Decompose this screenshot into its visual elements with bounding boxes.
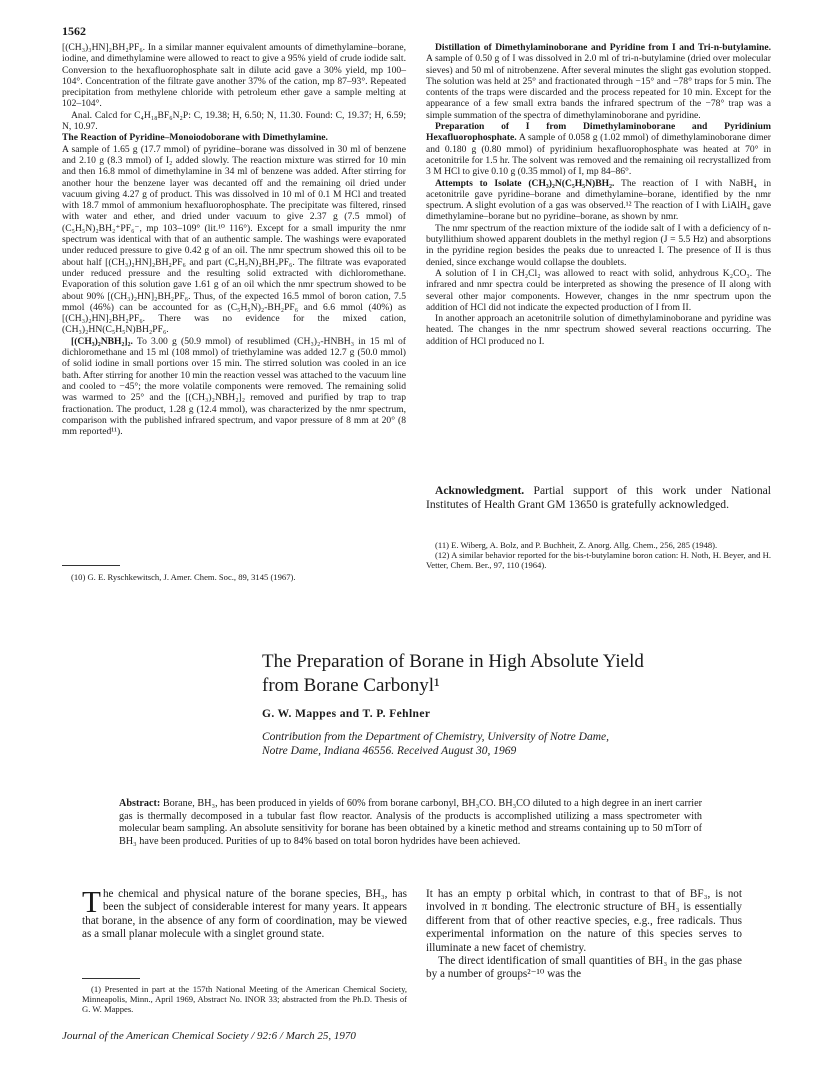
paragraph: [(CH₃)₃HN]₂BH₂PF₆. In a similar manner equivalent amounts of dimethylamine–borane, iodine, and dimethylamine were allowed to react to give a 95% yield of crude iodide salt. Conversion to the hexafluorophosphate salt in dilute acid gave a 30% yield, mp 100–104°. Concentration of the filtrate gave another 37% of the cation, mp 87–93°. Repeated precipitation from methylene chloride with petroleum ether gave a sample melting at 102–104°. — [62, 42, 406, 110]
title-line-1: The Preparation of Borane in High Absolute Yield — [262, 651, 644, 672]
title-line-2: from Borane Carbonyl¹ — [262, 675, 440, 696]
article-title — [262, 650, 682, 698]
abstract-text: Borane, BH₃, has been produced in yields of 60% from borane carbonyl, BH₃CO. BH₃CO diluted to a high degree in an inert carrier gas is thermally decomposed in a tubular fast flow reactor. Analysis of the products is accomplished utilizing a mass spectrometer with molecular beam sampling. An absolute sensitivity for borane has been obtained by a kinetic method and streams containing up to 50 mTorr of BH₃ have been produced. Purities of up to 84% based on total boron hydrides have been achieved. — [119, 798, 702, 847]
section-heading: Attempts to Isolate (CH₃)₂N(C₅H₅N)BH₂. — [435, 177, 615, 189]
drop-cap: T — [82, 884, 101, 919]
paragraph: A sample of 0.50 g of I was dissolved in 2.0 ml of tri-n-butylamine (dried over molecular sieves) and 50 ml of nitrobenzene. After several minutes the slight gas evolution stopped. The solution was held at 25° and fractionated through −15° and −78° traps for 5 min. The contents of the traps were discarded and the process repeated for 10 min. Except for the appearance of a few small extra bands the infrared spectrum of the −78° trap was a simple summation of the spectra of dimethylaminoborane and pyridine. — [426, 53, 771, 121]
paragraph: In another approach an acetonitrile solution of dimethylaminoborane and pyridine was heated. The changes in the nmr spectrum showed several reactions occurring. The addition of HCl produced no I. — [426, 313, 771, 347]
authors: G. W. Mappes and T. P. Fehlner — [262, 708, 431, 720]
paragraph: A solution of I in CH₂Cl₂ was allowed to react with solid, anhydrous K₂CO₃. The infrared and nmr spectra could be interpreted as showing the presence of II along with several other major components. However, changes in the nmr spectrum upon the addition of HCl did not indicate the expected production of I from II. — [426, 267, 771, 313]
body-paragraph: It has an empty p orbital which, in contrast to that of BF₃, is not involved in π bonding. The electronic structure of BH₃ is essentially different from that of other reactive species, e.g., free radicals. Thus experimental information on the nature of this species serves to illuminate a new facet of chemistry. — [426, 888, 742, 954]
left-column — [62, 42, 406, 437]
footnote-area-left — [62, 572, 406, 582]
paragraph: A sample of 1.65 g (17.7 mmol) of pyridine–borane was dissolved in 30 ml of benzene and 2.10 g (8.3 mmol) of I₂ added slowly. The reaction mixture was stirred for 10 min and then 16.8 mmol of dimethylamine in 34 ml of benzene was added. After stirring for another hour the benzene layer was decanted off and the remaining oil dried under vacuum giving 4.27 g of product. This was dissolved in 10 ml of 0.1 M HCl and treated with 18.7 mmol of ammonium hexafluorophosphate. The precipitate was filtered, rinsed with water and ether, and dried under vacuum to give 2.37 g (7.5 mmol) of (C₅H₅N)₂BH₂⁺PF₆⁻, mp 103–109° (lit.¹⁰ 116°). Except for a small impurity the nmr spectrum was identical with that of an authentic sample. The washings were evaporated under reduced pressure to give 0.42 g of an oil. The nmr spectrum showed this oil to be about half [(CH₃)₂HN]₂BH₂PF₆ and part (C₅H₅N)₂BH₂PF₆. The filtrate was evaporated under reduced pressure and the resulting solid extracted with dichloromethane. Evaporation of this solution gave 1.61 g of an oil which the nmr spectrum showed to be about 90% [(CH₃)₂HN]₂BH₂PF₆. Thus, of the expected 16.5 mmol of boron cation, 7.5 mmol (46%) can be accounted for as (C₅H₅N)₂-BH₂PF₆ and 6.6 mmol (40%) as [(CH₃)₂HN]₂BH₂PF₆. There was no evidence for the mixed cation, (CH₃)₂HN(C₅H₅N)BH₂PF₆. — [62, 143, 406, 336]
abstract — [119, 798, 702, 848]
footnote-rule — [82, 978, 140, 979]
acknowledgment-text: Partial support of this work under National Institutes of Health Grant GM 13650 is gratefully acknowledged. — [426, 484, 771, 511]
paragraph: The reaction of I with NaBH₄ in acetonitrile gave pyridine–borane and dimethylamine–borane, identified by the nmr spectrum. A slight evolution of a gas was observed.¹² The reaction of I with LiAlH₄ gave dimethylamine–borane but no pyridine–borane, as shown by nmr. — [426, 177, 772, 223]
footnote-1: (1) Presented in part at the 157th National Meeting of the American Chemical Society, Minneapolis, Minn., April 1969, Abstract No. INOR 33; abstracted from the Ph.D. Thesis of G. W. Mappes. — [82, 984, 407, 1014]
footnote-area-article — [82, 984, 407, 1014]
paragraph: A sample of 0.058 g (1.02 mmol) of dimethylaminoborane dimer and 0.180 g (0.80 mmol) of pyridinium hexafluorophosphate was heated at 70° in acetonitrile for 1.5 hr. The solvent was removed and the remaining oil recrystallized from 3 M HCl to give 0.10 g (0.35 mmol) of I, mp 84–86°. — [426, 132, 771, 178]
footnote-10: (10) G. E. Ryschkewitsch, J. Amer. Chem. Soc., 89, 3145 (1967). — [71, 572, 296, 582]
footnote-rule — [62, 565, 120, 566]
section-heading: The Reaction of Pyridine–Monoiodoborane with Dimethylamine. — [62, 132, 328, 144]
acknowledgment — [426, 484, 771, 511]
body-right-column — [426, 888, 742, 982]
abstract-label: Abstract: — [119, 798, 161, 809]
paragraph: To 3.00 g (50.9 mmol) of resublimed (CH₃)₂-HNBH₃ in 15 ml of dichloromethane and 15 ml (108 mmol) of triethylamine was added 12.7 g (50.0 mmol) of solid iodine in small portions over 15 min. The stirred solution was cooled in an ice bath. After stirring for another 10 min the reaction vessel was attached to the vacuum line and cooled to −45°; the more volatile components were removed. The remaining solid was warmed to 25° and the [(CH₃)₂NBH₂]₂ removed and purified by trap to trap fractionation. The product, 1.28 g (12.4 mmol), was characterized by the nmr spectrum, comparison with the published infrared spectrum, and vapor pressure of 8 mm at 20° (8 mm reported¹¹). — [62, 335, 406, 438]
affiliation-line-2: Notre Dame, Indiana 46556. Received August 30, 1969 — [262, 745, 517, 757]
section-heading: [(CH₃)₂NBH₂]₂. — [71, 335, 133, 347]
page-number: 1562 — [62, 24, 86, 38]
affiliation — [262, 730, 702, 758]
footnote-12: (12) A similar behavior reported for the bis-t-butylamine boron cation: H. Noth, H. Beyer, and H. Vetter, Chem. Ber., 97, 110 (1964). — [426, 550, 771, 570]
affiliation-line-1: Contribution from the Department of Chemistry, University of Notre Dame, — [262, 731, 609, 743]
footnote-11: (11) E. Wiberg, A. Bolz, and P. Buchheit, Z. Anorg. Allg. Chem., 256, 285 (1948). — [435, 540, 718, 550]
intro-paragraph: he chemical and physical nature of the borane species, BH₃, has been the subject of considerable interest for many years. It appears that borane, in the absence of any form of coordination, may be viewed as a small planar molecule with a singlet ground state. — [82, 888, 407, 941]
acknowledgment-label: Acknowledgment. — [435, 484, 525, 497]
section-heading: Distillation of Dimethylaminoborane and Pyridine from I and Tri-n-butylamine. — [435, 42, 771, 53]
journal-footer: Journal of the American Chemical Society / 92:6 / March 25, 1970 — [62, 1030, 356, 1042]
body-left-column — [82, 884, 407, 942]
section-heading: Preparation of I from Dimethylaminoborane and Pyridinium Hexafluorophosphate. — [426, 121, 771, 144]
footnote-area-right — [426, 540, 771, 570]
paragraph: The nmr spectrum of the reaction mixture of the iodide salt of I with a deficiency of n-butyllithium showed apparent doublets in the methyl region (J = 5.5 Hz) and absorptions in the pyridine region besides the peaks due to unreacted I. The presence of II is thus denied, since exchange would collapse the doublets. — [426, 222, 771, 268]
body-paragraph: The direct identification of small quantities of BH₃ in the gas phase by a number of groups²⁻¹⁰ was the — [426, 955, 742, 981]
right-column — [426, 42, 771, 347]
analysis-paragraph: Anal. Calcd for C₄H₁₈BF₆N₂P: C, 19.38; H, 6.50; N, 11.30. Found: C, 19.37; H, 6.59; N, 10.97. — [62, 109, 406, 133]
